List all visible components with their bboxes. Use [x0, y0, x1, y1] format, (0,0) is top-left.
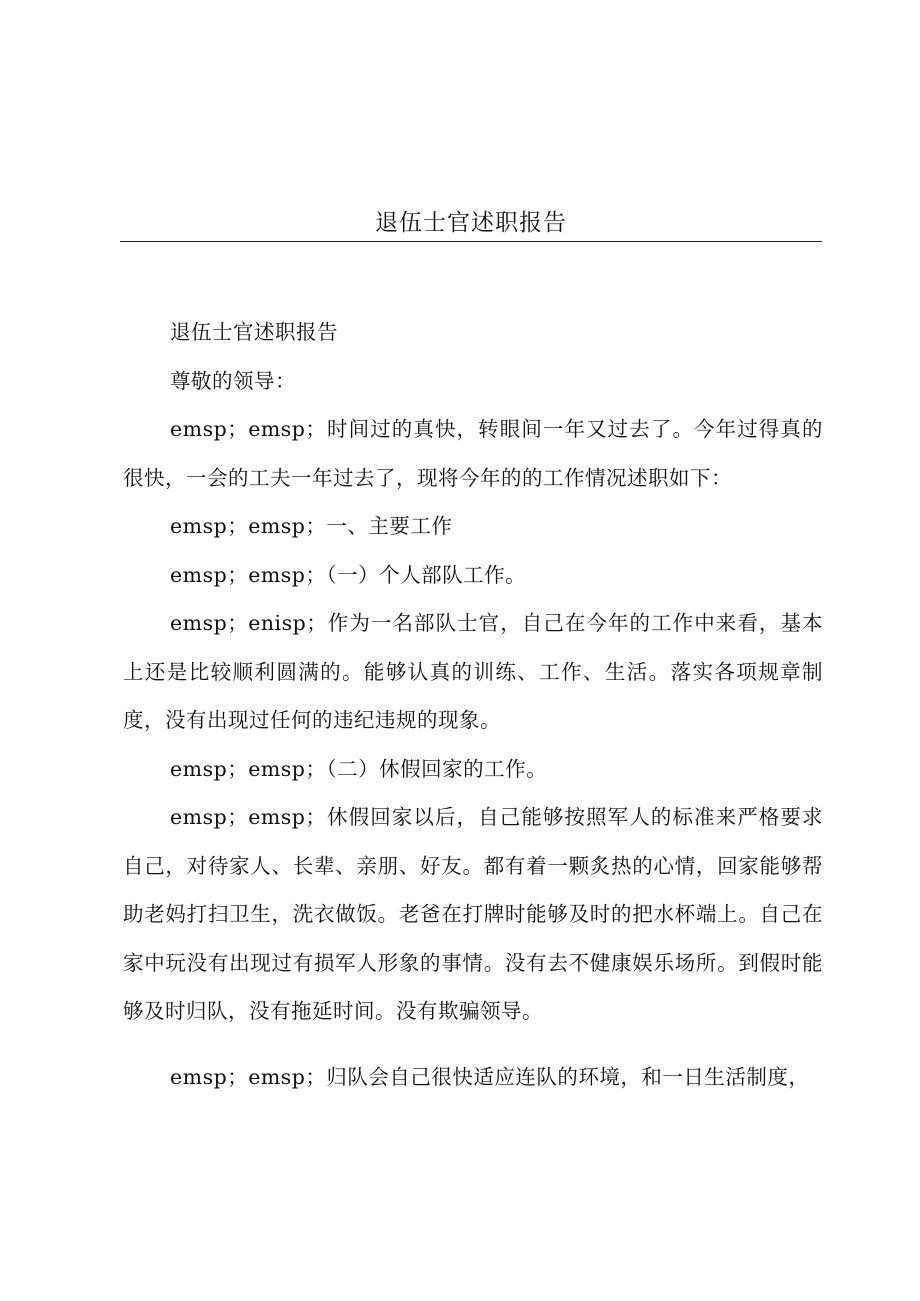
paragraph-salutation: 尊敬的领导：	[170, 368, 296, 393]
document-body	[123, 308, 823, 1101]
paragraph-title-line: 退伍士官述职报告	[170, 320, 338, 344]
paragraph-intro: emsp；emsp；时间过的真快，转眼间一年又过去了。今年过得真的很快，一会的工夫一年过去了，现将今年的的工作情况述职如下：	[123, 417, 823, 490]
paragraph-return-to-unit: emsp；emsp；归队会自己很快适应连队的环境，和一日生活制度，	[170, 1064, 810, 1089]
document-header	[120, 205, 822, 242]
paragraph-subsection-2-body: emsp；emsp；休假回家以后，自己能够按照军人的标准来严格要求自己，对待家人、长辈、亲朋、好友。都有着一颗炙热的心情，回家能够帮助老妈打扫卫生，洗衣做饭。老爸在打牌时能够及时的把水杯端上。自己在家中玩没有出现过有损军人形象的事情。没有去不健康娱乐场所。到假时能够及时归队，没有拖延时间。没有欺骗领导。	[123, 805, 823, 1023]
paragraph-subsection-2-heading: emsp；emsp；（二）休假回家的工作。	[170, 756, 548, 781]
paragraph-subsection-1-body: emsp；enisp；作为一名部队士官，自己在今年的工作中来看，基本上还是比较顺利圆满的。能够认真的训练、工作、生活。落实各项规章制度，没有出现过任何的违纪违规的现象。	[123, 611, 823, 732]
paragraph-section-heading: emsp；emsp；一、主要工作	[170, 514, 453, 538]
paragraph-subsection-1-heading: emsp；emsp；（一）个人部队工作。	[170, 562, 527, 587]
document-title: 退伍士官述职报告	[375, 210, 567, 236]
